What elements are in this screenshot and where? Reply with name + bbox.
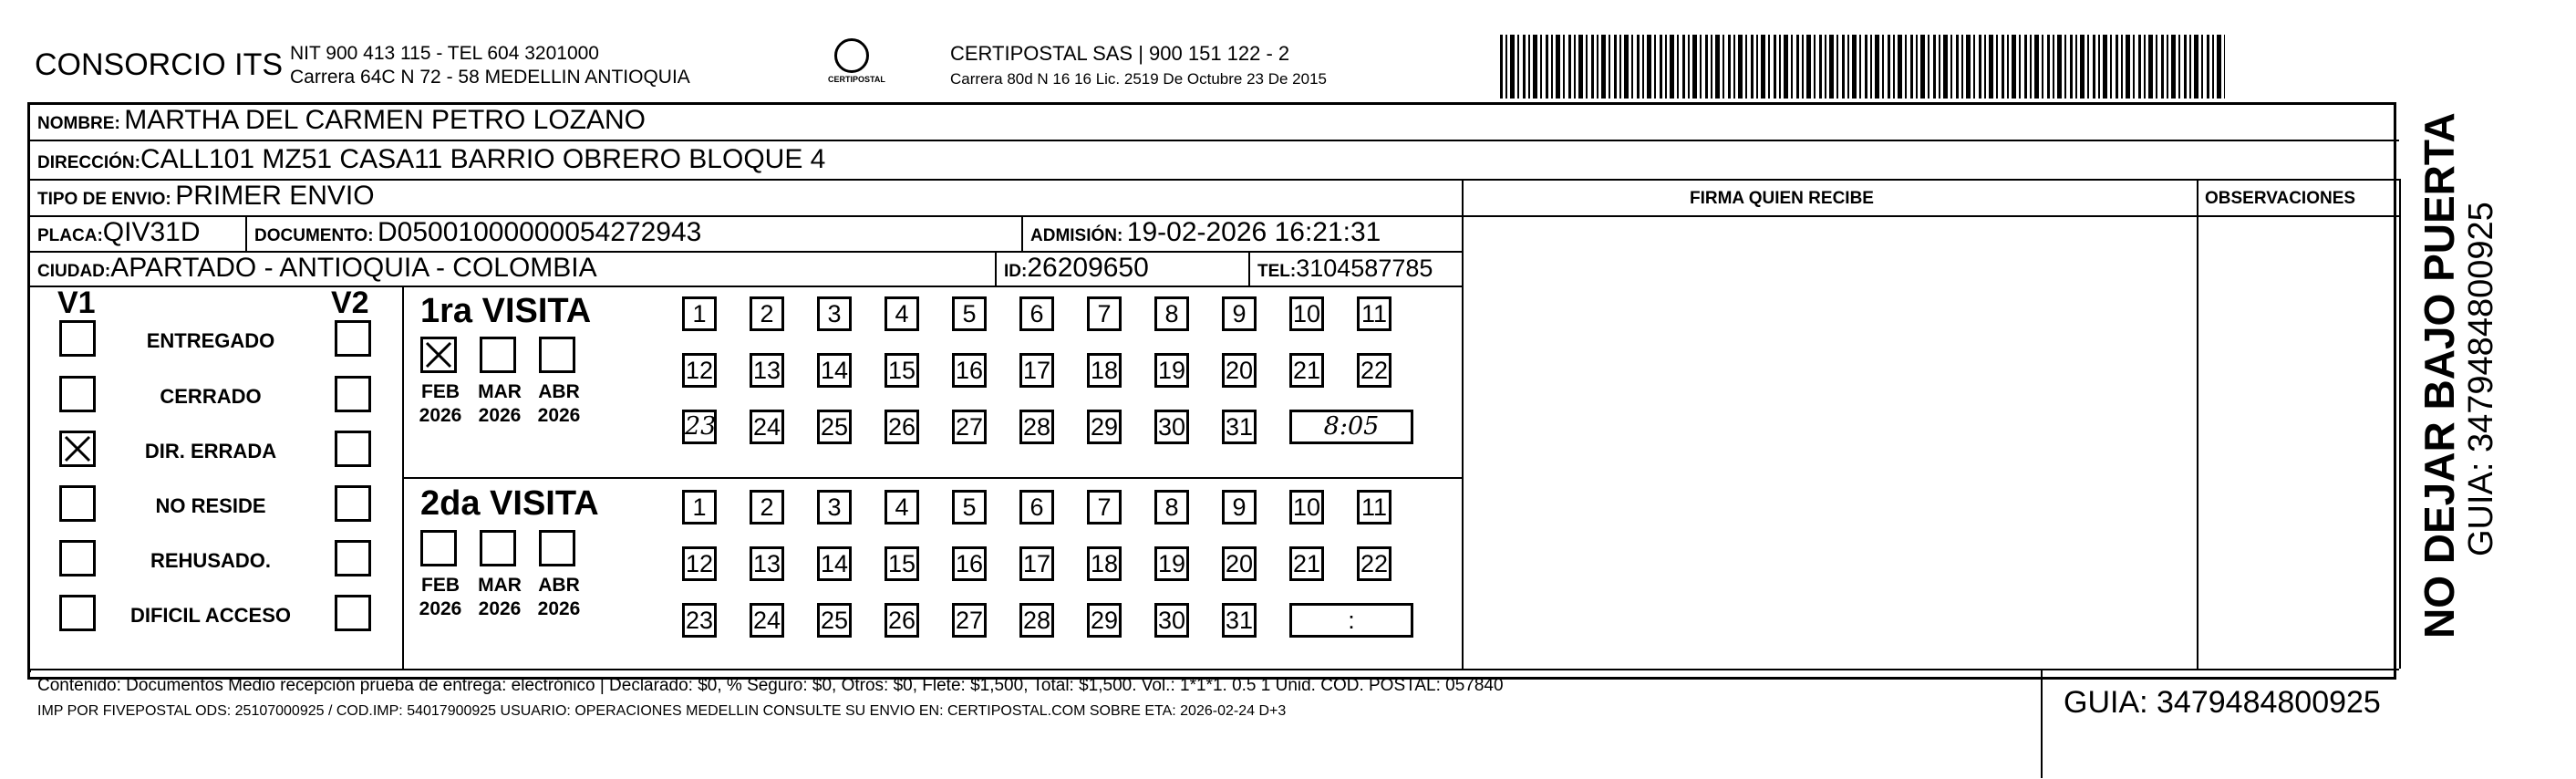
ciudad-label: CIUDAD:	[37, 262, 111, 281]
day-box[interactable]: 3	[817, 296, 852, 331]
day-box[interactable]: 19	[1154, 546, 1189, 581]
delivery-form	[27, 102, 2396, 720]
day-box[interactable]: 9	[1222, 296, 1257, 331]
day-box[interactable]: 29	[1087, 603, 1122, 638]
day-box[interactable]: 31	[1222, 410, 1257, 444]
v1-checkbox[interactable]	[59, 431, 96, 467]
day-box[interactable]: 18	[1087, 546, 1122, 581]
v2-checkbox[interactable]	[335, 595, 371, 631]
day-box[interactable]: 7	[1087, 296, 1122, 331]
day-box[interactable]: 24	[750, 410, 784, 444]
documento-label: DOCUMENTO:	[254, 226, 374, 245]
day-box[interactable]: 21	[1289, 546, 1324, 581]
month-label: MAR	[478, 381, 522, 402]
v1-checkbox[interactable]	[59, 376, 96, 412]
status-label: ENTREGADO	[146, 329, 275, 352]
v1-checkbox[interactable]	[59, 320, 96, 357]
day-box[interactable]: 14	[817, 353, 852, 388]
day-box[interactable]: 8	[1154, 490, 1189, 525]
month-label: MAR	[478, 575, 522, 596]
day-box[interactable]: 13	[750, 546, 784, 581]
day-box[interactable]: 19	[1154, 353, 1189, 388]
day-box[interactable]: 17	[1019, 353, 1054, 388]
day-box[interactable]: 11	[1357, 490, 1391, 525]
day-box[interactable]: 29	[1087, 410, 1122, 444]
day-box[interactable]: 3	[817, 490, 852, 525]
carrier-name: CERTIPOSTAL SAS | 900 151 122 - 2	[950, 42, 1290, 65]
footer-content: Contenido: Documentos Medio recepción prueba de entrega: electrónico | Declarado: $0, % Seguro: $0, Otros: $0, Flete: $1,500, Total: $1,500. Vol.: 1*1*1. 0.5 1 Unid. COD. POSTAL: 057840	[37, 676, 1504, 695]
day-box[interactable]: 20	[1222, 546, 1257, 581]
day-box[interactable]: 5	[952, 296, 987, 331]
month-year: 2026	[478, 405, 522, 426]
footer-imp: IMP POR FIVEPOSTAL ODS: 25107000925 / COD.IMP: 54017900925 USUARIO: OPERACIONES MEDELLIN CONSULTE SU ENVIO EN: CERTIPOSTAL.COM SOBRE ETA: 2026-02-24 D+3	[37, 703, 1287, 719]
day-box[interactable]: 17	[1019, 546, 1054, 581]
day-box[interactable]: 31	[1222, 603, 1257, 638]
month-label: ABR	[538, 381, 580, 402]
company-nit: NIT 900 413 115 - TEL 604 3201000	[290, 43, 599, 64]
status-label: CERRADO	[160, 385, 262, 408]
month-year: 2026	[478, 598, 522, 619]
day-box[interactable]: 5	[952, 490, 987, 525]
day-box[interactable]: 10	[1289, 490, 1324, 525]
logo-caption: CERTIPOSTAL	[828, 75, 885, 84]
status-label: REHUSADO.	[150, 549, 271, 572]
direccion-value: CALL101 MZ51 CASA11 BARRIO OBRERO BLOQUE 4	[140, 144, 826, 174]
month-checkbox[interactable]	[539, 530, 575, 566]
month-label: FEB	[421, 575, 460, 596]
footer-guia: GUIA: 3479484800925	[2064, 685, 2381, 720]
v2-checkbox[interactable]	[335, 320, 371, 357]
admision-label: ADMISIÓN:	[1030, 226, 1123, 245]
day-box[interactable]: 18	[1087, 353, 1122, 388]
month-checkbox[interactable]	[539, 337, 575, 373]
placa-value: QIV31D	[102, 217, 201, 247]
day-box[interactable]: 28	[1019, 410, 1054, 444]
ciudad-value: APARTADO - ANTIOQUIA - COLOMBIA	[110, 253, 597, 283]
month-year: 2026	[537, 598, 581, 619]
day-box[interactable]: 6	[1019, 490, 1054, 525]
v1-header: V1	[57, 286, 96, 320]
day-box[interactable]: 24	[750, 603, 784, 638]
id-label: ID:	[1004, 262, 1028, 281]
company-address: Carrera 64C N 72 - 58 MEDELLIN ANTIOQUIA	[290, 67, 690, 88]
v2-checkbox[interactable]	[335, 376, 371, 412]
v1-checkbox[interactable]	[59, 540, 96, 576]
visit2-title: 2da VISITA	[420, 484, 599, 523]
visit1-title: 1ra VISITA	[420, 292, 592, 330]
day-box[interactable]: 27	[952, 603, 987, 638]
tel-value: 3104587785	[1296, 254, 1433, 282]
month-year: 2026	[537, 405, 581, 426]
direccion-label: DIRECCIÓN:	[37, 153, 140, 172]
day-box[interactable]: 26	[885, 410, 919, 444]
day-box[interactable]: 7	[1087, 490, 1122, 525]
day-box[interactable]: 10	[1289, 296, 1324, 331]
month-label: ABR	[538, 575, 580, 596]
day-box[interactable]: 20	[1222, 353, 1257, 388]
certipostal-logo-icon	[834, 38, 869, 73]
day-box[interactable]: 28	[1019, 603, 1054, 638]
v2-checkbox[interactable]	[335, 431, 371, 467]
month-checkbox[interactable]	[480, 530, 516, 566]
nombre-label: NOMBRE:	[37, 114, 120, 133]
day-box[interactable]: 12	[682, 546, 717, 581]
day-box[interactable]: 30	[1154, 603, 1189, 638]
day-box[interactable]: 27	[952, 410, 987, 444]
company-name: CONSORCIO ITS	[35, 47, 284, 82]
day-box[interactable]: 11	[1357, 296, 1391, 331]
placa-label: PLACA:	[37, 226, 103, 245]
day-box[interactable]: 13	[750, 353, 784, 388]
day-box[interactable]: 22	[1357, 353, 1391, 388]
day-box[interactable]: 4	[885, 296, 919, 331]
day-box[interactable]: 23	[682, 410, 717, 444]
day-box[interactable]: 1	[682, 490, 717, 525]
status-label: DIR. ERRADA	[144, 440, 277, 462]
day-box[interactable]: 16	[952, 546, 987, 581]
day-box[interactable]: 12	[682, 353, 717, 388]
day-box[interactable]: 14	[817, 546, 852, 581]
day-box[interactable]: 4	[885, 490, 919, 525]
day-box[interactable]: 22	[1357, 546, 1391, 581]
day-box[interactable]: 26	[885, 603, 919, 638]
day-box[interactable]: 2	[750, 490, 784, 525]
documento-value: D05001000000054272943	[378, 217, 702, 247]
month-checkbox[interactable]	[420, 530, 457, 566]
side-notice: NO DEJAR BAJO PUERTA	[2416, 112, 2463, 639]
day-box[interactable]: 6	[1019, 296, 1054, 331]
v2-checkbox[interactable]	[335, 485, 371, 522]
carrier-address: Carrera 80d N 16 16 Lic. 2519 De Octubre 23 De 2015	[950, 70, 1327, 88]
id-value: 26209650	[1027, 253, 1149, 283]
admision-value: 19-02-2026 16:21:31	[1126, 217, 1381, 247]
status-label: DIFICIL ACCESO	[129, 604, 291, 627]
month-checkbox[interactable]	[480, 337, 516, 373]
v2-header: V2	[331, 286, 369, 320]
day-box[interactable]: 15	[885, 353, 919, 388]
status-label: NO RESIDE	[155, 494, 266, 517]
day-box[interactable]: 16	[952, 353, 987, 388]
day-box[interactable]: 30	[1154, 410, 1189, 444]
firma-header: FIRMA QUIEN RECIBE	[1690, 189, 1874, 208]
v1-checkbox[interactable]	[59, 485, 96, 522]
day-box[interactable]: 23	[682, 603, 717, 638]
tipo-envio-value: PRIMER ENVIO	[175, 181, 375, 211]
day-box[interactable]: 25	[817, 410, 852, 444]
tel-label: TEL:	[1257, 262, 1297, 281]
day-box[interactable]: 25	[817, 603, 852, 638]
day-box[interactable]: 2	[750, 296, 784, 331]
v2-checkbox[interactable]	[335, 540, 371, 576]
nombre-value: MARTHA DEL CARMEN PETRO LOZANO	[124, 105, 646, 135]
day-box[interactable]: 1	[682, 296, 717, 331]
day-box[interactable]: 8	[1154, 296, 1189, 331]
v1-checkbox[interactable]	[59, 595, 96, 631]
day-box[interactable]: 15	[885, 546, 919, 581]
month-label: FEB	[421, 381, 460, 402]
side-guia: GUIA: 3479484800925	[2462, 202, 2500, 556]
month-checkbox[interactable]	[420, 337, 457, 373]
day-box[interactable]: 9	[1222, 490, 1257, 525]
barcode	[1500, 35, 2225, 99]
month-year: 2026	[419, 598, 462, 619]
time-box[interactable]: :	[1289, 603, 1413, 638]
time-box[interactable]: 8:05	[1289, 410, 1413, 444]
month-year: 2026	[419, 405, 462, 426]
day-box[interactable]: 21	[1289, 353, 1324, 388]
observaciones-header: OBSERVACIONES	[2205, 189, 2356, 208]
tipo-envio-label: TIPO DE ENVIO:	[37, 190, 171, 209]
